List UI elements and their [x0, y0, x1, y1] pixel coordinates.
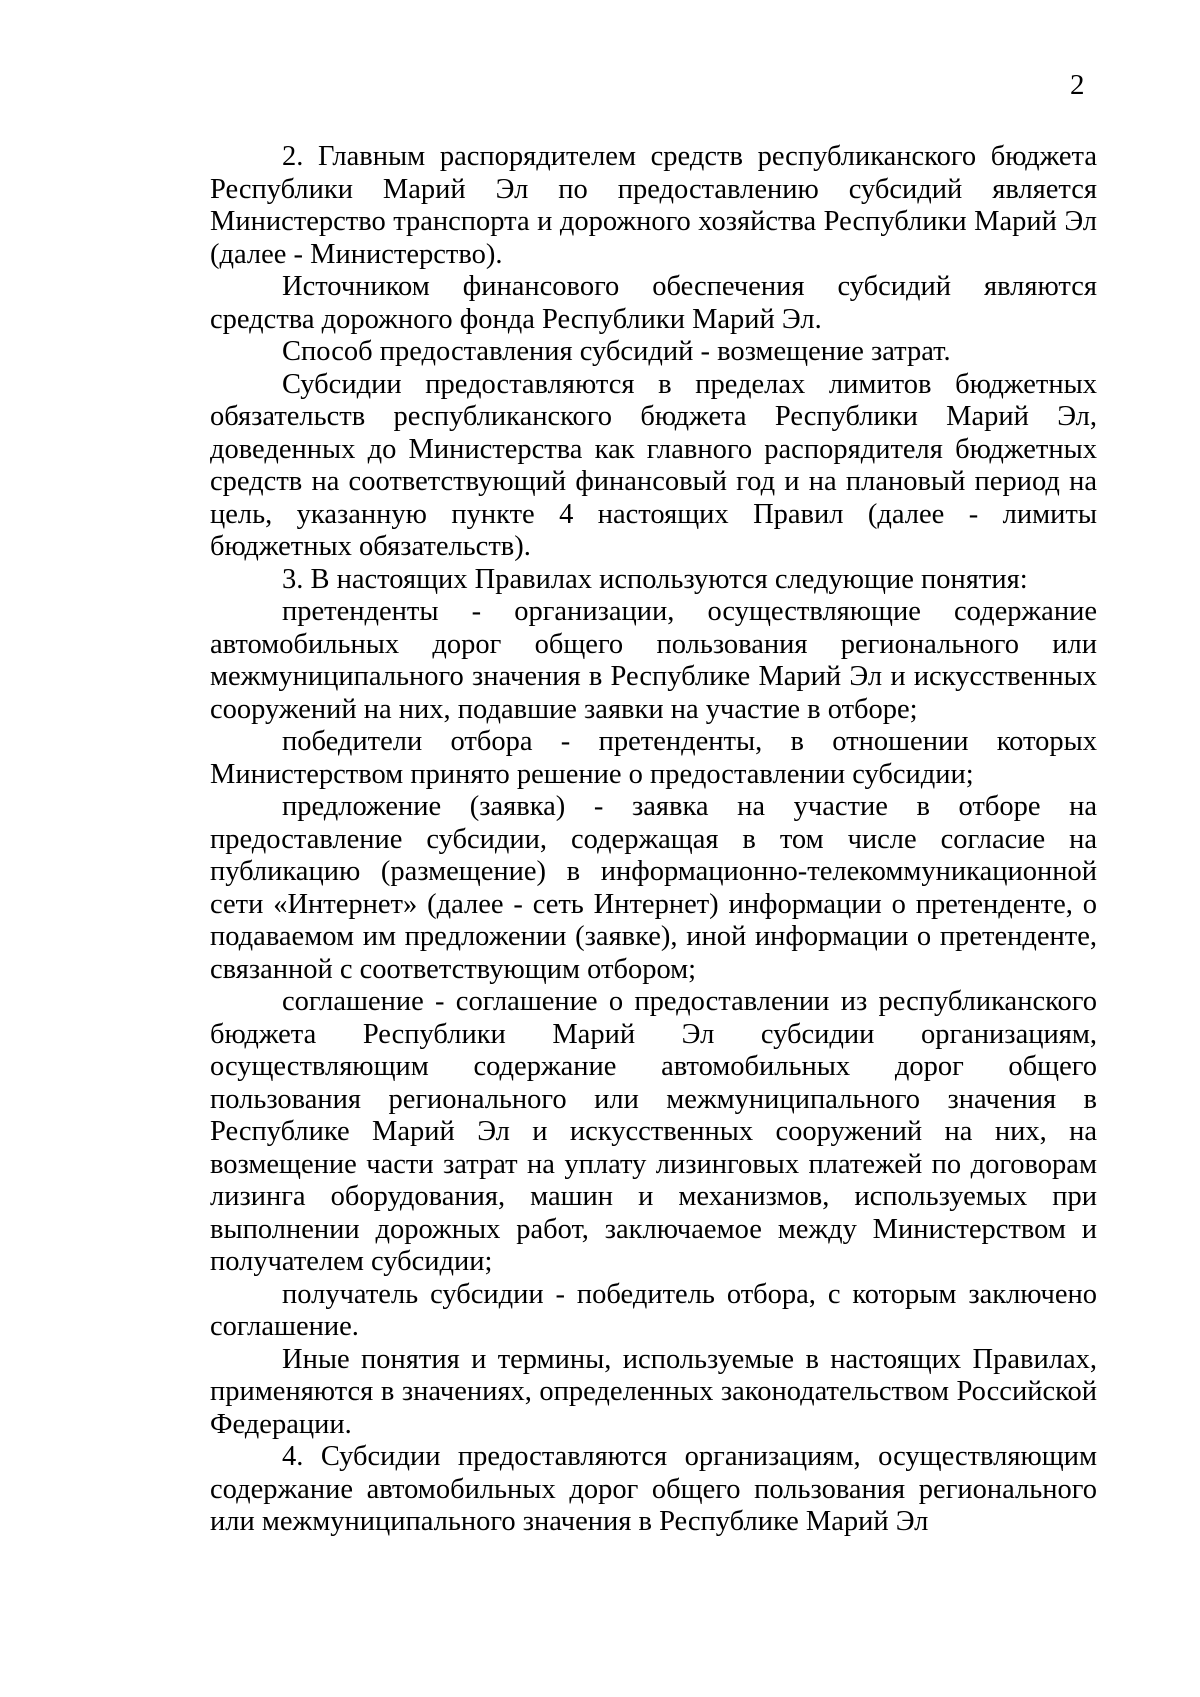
paragraph-funding-source: Источником финансового обеспечения субсидий являются средства дорожного фонда Республики Марий Эл.: [210, 271, 1097, 335]
paragraph-3-definitions-intro: 3. В настоящих Правилах используются следующие понятия:: [282, 563, 1028, 595]
paragraph-2-chief-administrator: 2. Главным распорядителем средств республиканского бюджета Республики Марий Эл по предоставлению субсидий является Министерство транспорта и дорожного хозяйства Республики Марий Эл (далее - Министерство).: [210, 141, 1097, 270]
paragraph-definition-recipient: получатель субсидии - победитель отбора, с которым заключено соглашение.: [210, 1278, 1097, 1342]
page-number: 2: [1070, 69, 1085, 101]
paragraph-definition-winners: победители отбора - претенденты, в отношении которых Министерством принято решение о предоставлении субсидии;: [210, 726, 1097, 790]
paragraph-definition-agreement: соглашение - соглашение о предоставлении из республиканского бюджета Республики Марий Эл субсидии организациям, осуществляющим содержание автомобильных дорог общего пользования регионального или межмуниципального значения в Республике Марий Эл и искусственных сооружений на них, на возмещение части затрат на уплату лизинговых платежей по договорам лизинга оборудования, машин и механизмов, используемых при выполнении дорожных работ, заключаемое между Министерством и получателем субсидии;: [210, 986, 1097, 1277]
paragraph-definition-applicants: претенденты - организации, осуществляющие содержание автомобильных дорог общего пользования регионального или межмуниципального значения в Республике Марий Эл и искусственных сооружений на них, подавшие заявки на участие в отборе;: [210, 596, 1097, 725]
paragraph-other-terms: Иные понятия и термины, используемые в настоящих Правилах, применяются в значениях, определенных законодательством Российской Федерации.: [210, 1343, 1097, 1440]
paragraph-budget-limits: Субсидии предоставляются в пределах лимитов бюджетных обязательств республиканского бюджета Республики Марий Эл, доведенных до Министерства как главного распорядителя бюджетных средств на соответствующий финансовый год и на плановый период на цель, указанную пункте 4 настоящих Правил (далее - лимиты бюджетных обязательств).: [210, 368, 1097, 562]
paragraph-definition-proposal: предложение (заявка) - заявка на участие в отборе на предоставление субсидии, содержащая в том числе согласие на публикацию (размещение) в информационно-телекоммуникационной сети «Интернет» (далее - сеть Интернет) информации о претенденте, о подаваемом им предложении (заявке), иной информации о претенденте, связанной с соответствующим отбором;: [210, 791, 1097, 985]
paragraph-subsidy-method: Способ предоставления субсидий - возмещение затрат.: [282, 336, 951, 367]
paragraph-4-subsidy-recipients: 4. Субсидии предоставляются организациям, осуществляющим содержание автомобильных дорог общего пользования регионального или межмуниципального значения в Республике Марий Эл: [210, 1441, 1097, 1537]
document-body: [210, 141, 1097, 1539]
